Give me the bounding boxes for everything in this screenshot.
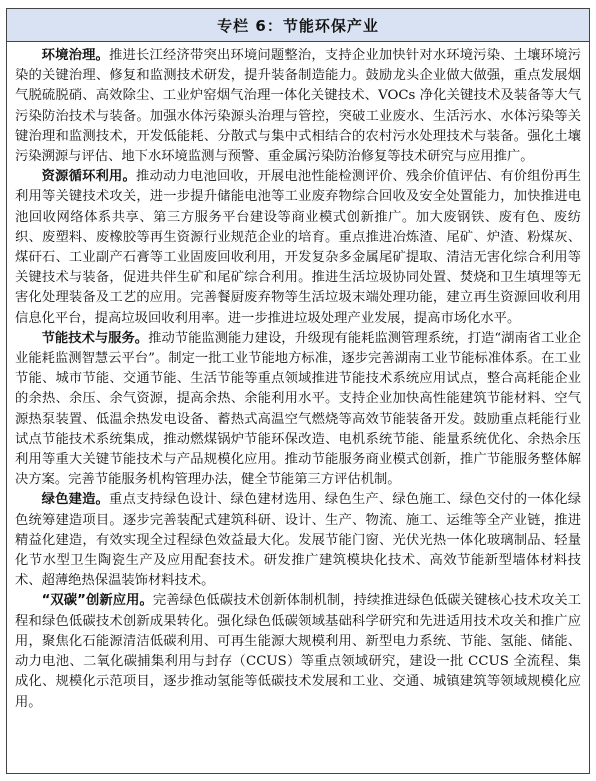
column-box [6,8,590,774]
section-heading: 资源循环利用。 [41,169,137,185]
section-text: 重点支持绿色设计、绿色建材选用、绿色生产、绿色施工、绿色交付的一体化绿色统筹建造项目。逐步完善装配式建筑科研、设计、生产、物流、施工、运维等全产业链，推进精益化建造，有效实现全过程绿色效益最大化。发展节能门窗、光伏光热一体化玻璃制品、轻量化节水型卫生陶瓷生产及应用配套技术。研发推广建筑模块化技术、高效节能新型墙体材料技术、超薄绝热保温装饰材料技术。 [15,492,582,589]
section-heading: 节能技术与服务。 [41,330,149,346]
section-dual-carbon [15,591,581,712]
section-text: 推动动力电池回收，开展电池性能检测评价、残余价值评估、有价组份再生利用等关键技术攻关，进一步提升储能电池等工业废弃物综合回收及安全处置能力，加快推进电池回收网络体系共享、第三方服务平台建设等商业模式创新推广。加大废钢铁、废有色、废纺织、废塑料、废橡胶等再生资源行业规范企业的培育。重点推进冶炼渣、尾矿、炉渣、粉煤灰、煤矸石、工业副产石膏等工业固废回收利用，开发复杂多金属尾矿提取、清洁无害化综合利用等关键技术与装备，促进共伴生矿和尾矿综合利用。推进生活垃圾协同处置、焚烧和卫生填埋等无害化处理装备及工艺的应用。完善餐厨废弃物等生活垃圾末端处理功能，建立再生资源回收利用信息化平台，提高垃圾回收利用率。进一步推进垃圾处理产业发展，提高市场化水平。 [15,169,582,326]
section-heading: “双碳”创新应用。 [41,593,153,609]
section-resource-recycling [15,167,581,329]
section-energy-saving [15,329,581,491]
section-heading: 绿色建造。 [41,492,110,508]
section-environment [15,46,581,167]
section-text: 完善绿色低碳技术创新体制机制，持续推进绿色低碳关键核心技术攻关工程和绿色低碳技术创新成果转化。强化绿色低碳领域基础科学研究和先进适用技术攻关和推广应用，聚焦化石能源清洁低碳利用、可再生能源大规模利用、新型电力系统、节能、氢能、储能、动力电池、二氧化碳捕集利用与封存（CCUS）等重点领域研究，建设一批 CCUS 全流程、集成化、规模化示范项目，逐步推动氢能等低碳技术发展和工业、交通、城镇建筑等领域规模化应用。 [15,593,581,710]
column-content [7,42,589,713]
section-heading: 环境治理。 [41,48,110,63]
column-title: 专栏 6：节能环保产业 [217,16,379,35]
section-text: 推进长江经济带突出环境问题整治，支持企业加快针对水环境污染、土壤环境污染的关键治理、修复和监测技术研发，提升装备制造能力。鼓励龙头企业做大做强，重点发展烟气脱硫脱硝、高效除尘、工业炉窑烟气治理一体化关键技术、VOCs 净化关键技术及装备等大气污染防治技术与装备。加强水体污染源头治理与管控，突破工业废水、生活污水、水体污染等关键治理和监测技术，开发低能耗、分散式与集中式相结合的农村污水处理技术与装备。强化土壤污染溯源与评估、地下水环境监测与预警、重金属污染防治修复等技术研究与应用推广。 [15,48,582,165]
section-green-construction [15,490,581,591]
section-text: 推动节能监测能力建设，升级现有能耗监测管理系统，打造“湖南省工业企业能耗监测智慧云平台”。制定一批工业节能地方标准，逐步完善湖南工业节能标准体系。在工业节能、城市节能、交通节能、生活节能等重点领域推进节能技术系统应用试点，整合高耗能企业的余热、余压、余气资源，提高余热、余能利用水平。支持企业加快高性能建筑节能材料、空气源热泵装置、低温余热发电设备、蓄热式高温空气燃烧等高效节能装备开发。鼓励重点耗能行业试点节能技术系统集成，推动燃煤锅炉节能环保改造、电机系统节能、能量系统优化、余热余压利用等重大关键节能技术与产品规模化应用。推动节能服务商业模式创新，推广节能服务整体解决方案。完善节能服务机构管理办法，健全节能第三方评估机制。 [15,330,582,488]
title-band [7,9,589,42]
